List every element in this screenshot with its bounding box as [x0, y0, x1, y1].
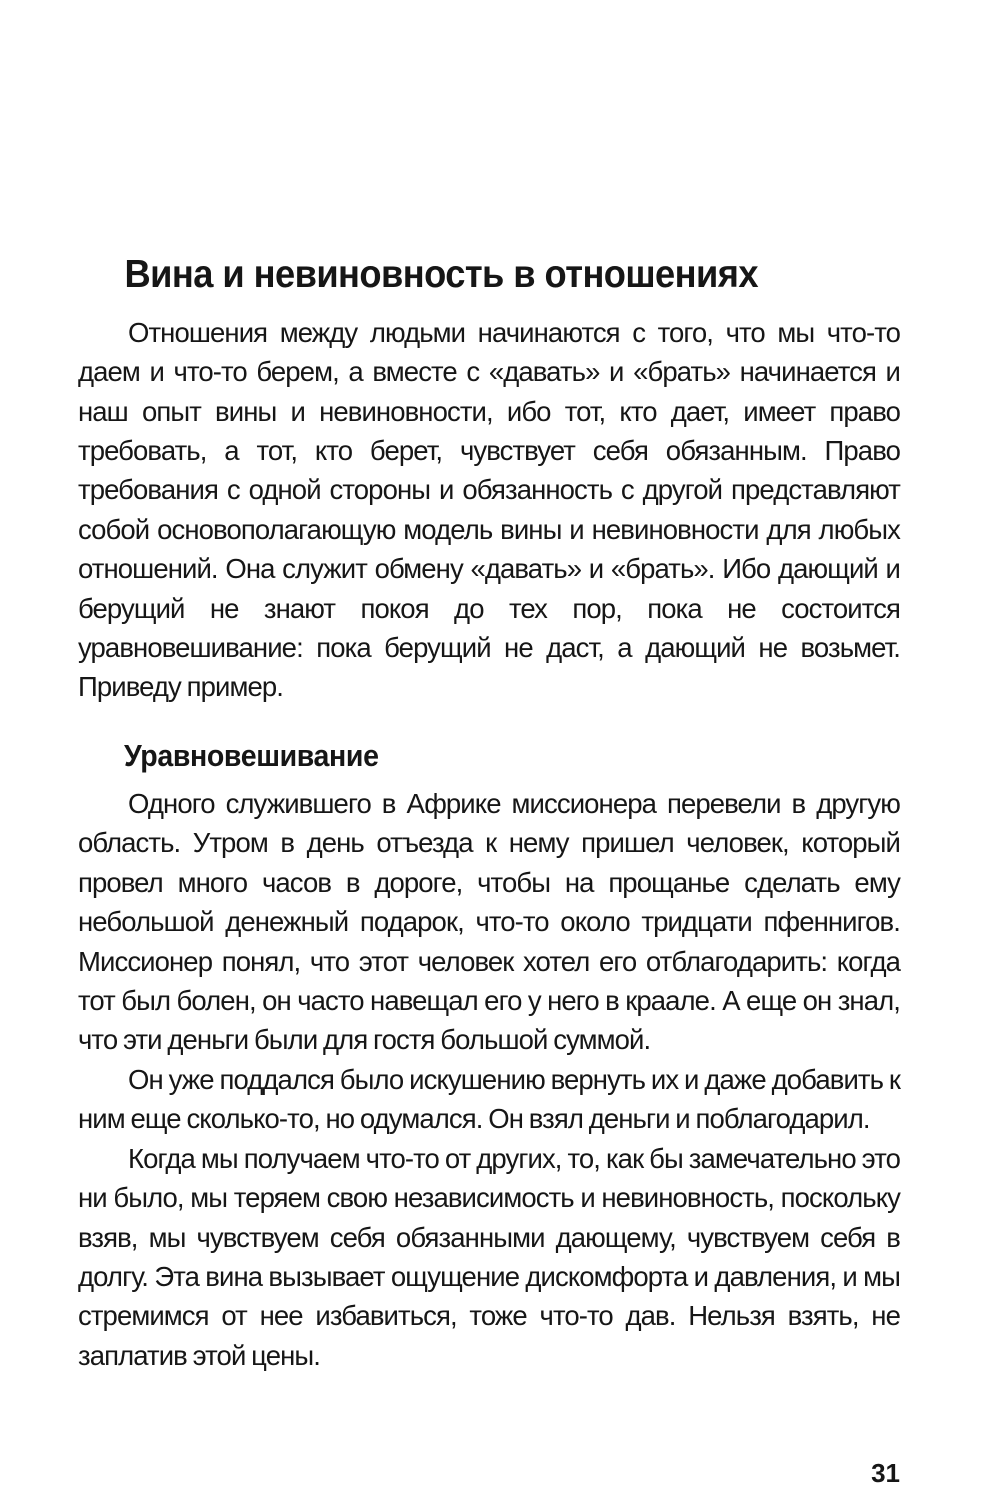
- section-heading: Уравновешивание: [124, 737, 379, 773]
- page-number: 31: [871, 1458, 900, 1488]
- paragraph-temptation: Он уже поддался было искушению вернуть их и даже добавить к ним еще сколько-то, но одумался. Он взял деньги и поблагодарил.: [78, 1063, 900, 1135]
- paragraph-relationships: Отношения между людьми начинаются с того, что мы что-то даем и что-то берем, а вместе с «давать» и «брать» начинается и наш опыт вины и невиновности, ибо тот, кто дает, имеет право требовать, а тот, кто берет, чувствует себя обязанным. Право требования с одной стороны и обязанность с другой представляют собой основополагающую модель вины и невиновности для любых отношений. Она служит обмену «давать» и «брать». Ибо дающий и берущий не знают покоя до тех пор, пока не состоится уравновешивание: пока берущий не даст, а дающий не возьмет. Приведу пример.: [78, 316, 900, 703]
- chapter-heading: Вина и невиновность в отношениях: [124, 253, 758, 296]
- page-content: [78, 252, 900, 1375]
- paragraph-guilt: Когда мы получаем что-то от других, то, как бы замечательно это ни было, мы теряем свою независимость и невиновность, поскольку взяв, мы чувствуем себя обязанными дающему, чувствуем себя в долгу. Эта вина вызывает ощущение дискомфорта и давления, и мы стремимся от нее избавиться, тоже что-то дав. Нельзя взять, не заплатив этой цены.: [78, 1142, 900, 1371]
- paragraph-missionary-story: Одного служившего в Африке миссионера перевели в другую область. Утром в день отъезда к нему пришел человек, который провел много часов в дороге, чтобы на прощанье сделать ему небольшой денежный подарок, что-то около тридцати пфеннигов. Миссионер понял, что этот человек хотел его отблагодарить: когда тот был болен, он часто навещал его у него в краале. А еще он знал, что эти деньги были для гостя большой суммой.: [78, 788, 900, 1056]
